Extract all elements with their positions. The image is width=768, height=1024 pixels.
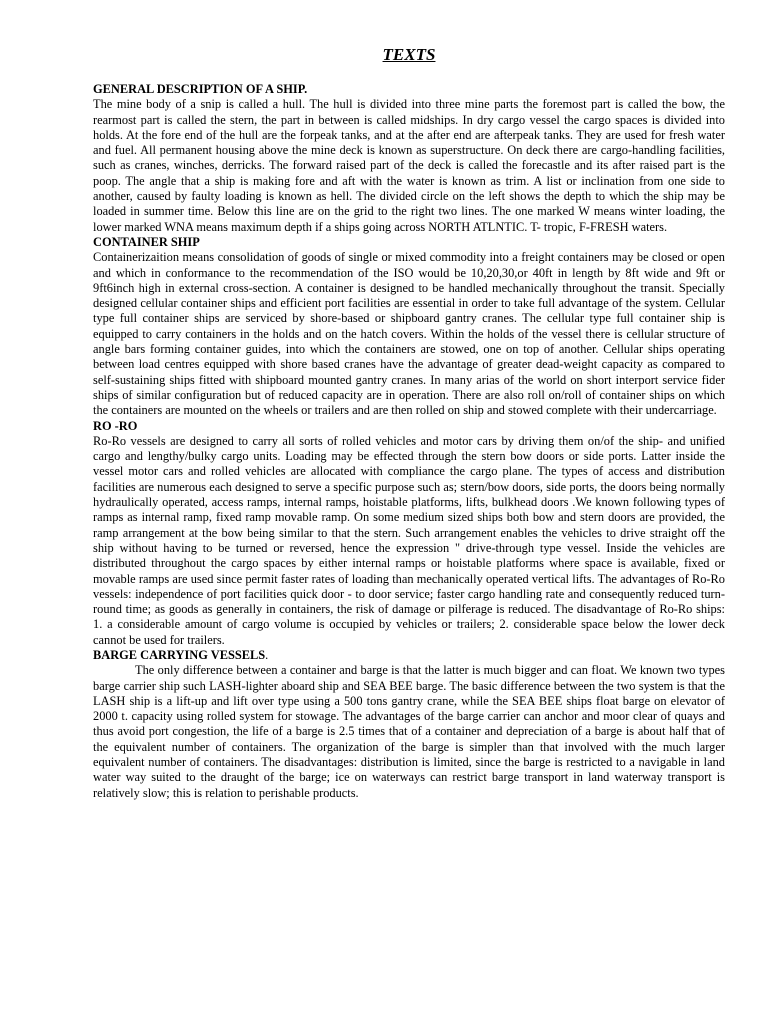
document-page: [93, 44, 725, 801]
section-heading: RO -RO: [93, 418, 138, 433]
section-body: Ro-Ro vessels are designed to carry all sorts of rolled vehicles and motor cars by driving them on/of the ship- and unified cargo and lengthy/bulky cargo units. Loading may be effected through the stern bow doors or side ports. Latter inside the vessel motor cars and rolled vehicles are allocated with compliance the cargo plane. The types of access and distribution facilities are numerous each designed to serve a specific purpose such as; stern/bow doors, side ports, the doors being normally hydraulically operated, access ramps, internal ramps, hoistable platforms, lifts, bulkhead doors .We known following types of ramps as internal ramp, fixed ramp movable ramp. On some medium sized ships both bow and stern doors are provided, the ramp arrangement at the bow being similar to that the stern. Such arrangement enables the vehicles to drive straight off the ship without having to be turned or reversed, hence the expression " drive-through type vessel. Inside the vehicles are distributed throughout the cargo spaces by either internal ramps or hoistable platforms where space is available, fixed or movable ramps are used since permit faster rates of loading than mechanically operated vertical lifts. The advantages of Ro-Ro vessels: independence of port facilities quick door - to door service; faster cargo handling rate and consequently reduced turn-round time; as goods as generally in containers, the risk of damage or pilferage is reduced. The disadvantage of Ro-Ro ships: 1. a considerable amount of cargo volume is occupied by vehicles or trailers; 2. considerable space below the lower deck cannot be used for trailers.: [93, 433, 725, 647]
section-barge-carrying-vessels: [93, 648, 725, 801]
section-body: The only difference between a container and barge is that the latter is much bigger and can float. We known two types barge carrier ship such LASH-lighter aboard ship and SEA BEE barge. The basic difference between the two system is that the LASH ship is a lift-up and lift over type using a 500 tons gantry crane, while the SEA BEE ships float barge on elevator of 2000 t. capacity using rolled system for stowage. The advantages of the barge carrier can anchor and moor clear of quays and thus avoid port congestion, the life of a barge is 2.5 times that of a container and depreciation of a barge is about half that of the equivalent number of containers. The organization of the barge is simpler than that involved with the much larger equivalent number of containers. The disadvantages: distribution is limited, since the barge is restricted to a navigable in land water way suited to the draught of the barge; ice on waterways can restrict barge transport in land waterway transport is relatively slow; this is relation to perishable products.: [93, 663, 725, 800]
section-heading-text: BARGE CARRYING VESSELS: [93, 647, 266, 662]
section-body: Containerizaition means consolidation of goods of single or mixed commodity into a freight containers may be closed or open and which in conformance to the recommendation of the ISO would be 10,20,30,or 40ft in length by 8ft wide and 9ft or 9ft6inch high in external cross-section. A container is designed to be handled mechanically throughout the transit. Specially designed cellular container ships and efficient port facilities are essential in order to take full advantage of the system. Cellular type full container ships are serviced by shore-based or shipboard gantry cranes. The cellular type full container ship is equipped to carry containers in the holds and on the hatch covers. Within the holds of the vessel there is cellular structure of angle bars forming container guides, into which the containers are stowed, one on top of another. Cellular ships operating between load centres equipped with shore based cranes have the advantage of greater dead-weight capacity as compared to self-sustaining ships fitted with shipboard mounted gantry cranes. In many arias of the world on short interport service fider ships of similar configuration but of reduced capacity are in operation. There are also roll on/roll of container ships on which the containers are mounted on the wheels or trailers and are then rolled on ship and stowed complete with their undercarriage.: [93, 250, 725, 418]
section-body: The mine body of a snip is called a hull. The hull is divided into three mine parts the foremost part is called the bow, the rearmost part is called the stern, the part in between is called midships. In dry cargo vessel the cargo spaces is divided into holds. At the fore end of the hull are the forpeak tanks, and at the after end are afterpeak tanks. They are used for fresh water and fuel. All permanent housing above the mine deck is known as superstructure. On deck there are cargo-handling facilities, such as cranes, winches, derricks. The forward raised part of the deck is called the forecastle and its after raised part is the poop. The angle that a ship is making fore and aft with the water is known as trim. A list or inclination from one side to another, caused by faulty loading is known as hell. The divided circle on the left shows the depth to which the ship may be loaded in summer time. Below this line are on the grid to the right two lines. The one marked W means winter loading, the lower marked WNA means maximum depth if a ships going across NORTH ATLNTIC. T- tropic, F-FRESH waters.: [93, 97, 725, 234]
section-general-description: [93, 82, 725, 235]
page-title: TEXTS: [382, 45, 436, 64]
section-ro-ro: [93, 419, 725, 648]
section-heading-suffix: .: [265, 647, 269, 662]
section-heading: GENERAL DESCRIPTION OF A SHIP.: [93, 82, 308, 96]
section-heading: CONTAINER SHIP: [93, 234, 200, 249]
section-container-ship: [93, 235, 725, 419]
section-heading: [93, 648, 725, 663]
